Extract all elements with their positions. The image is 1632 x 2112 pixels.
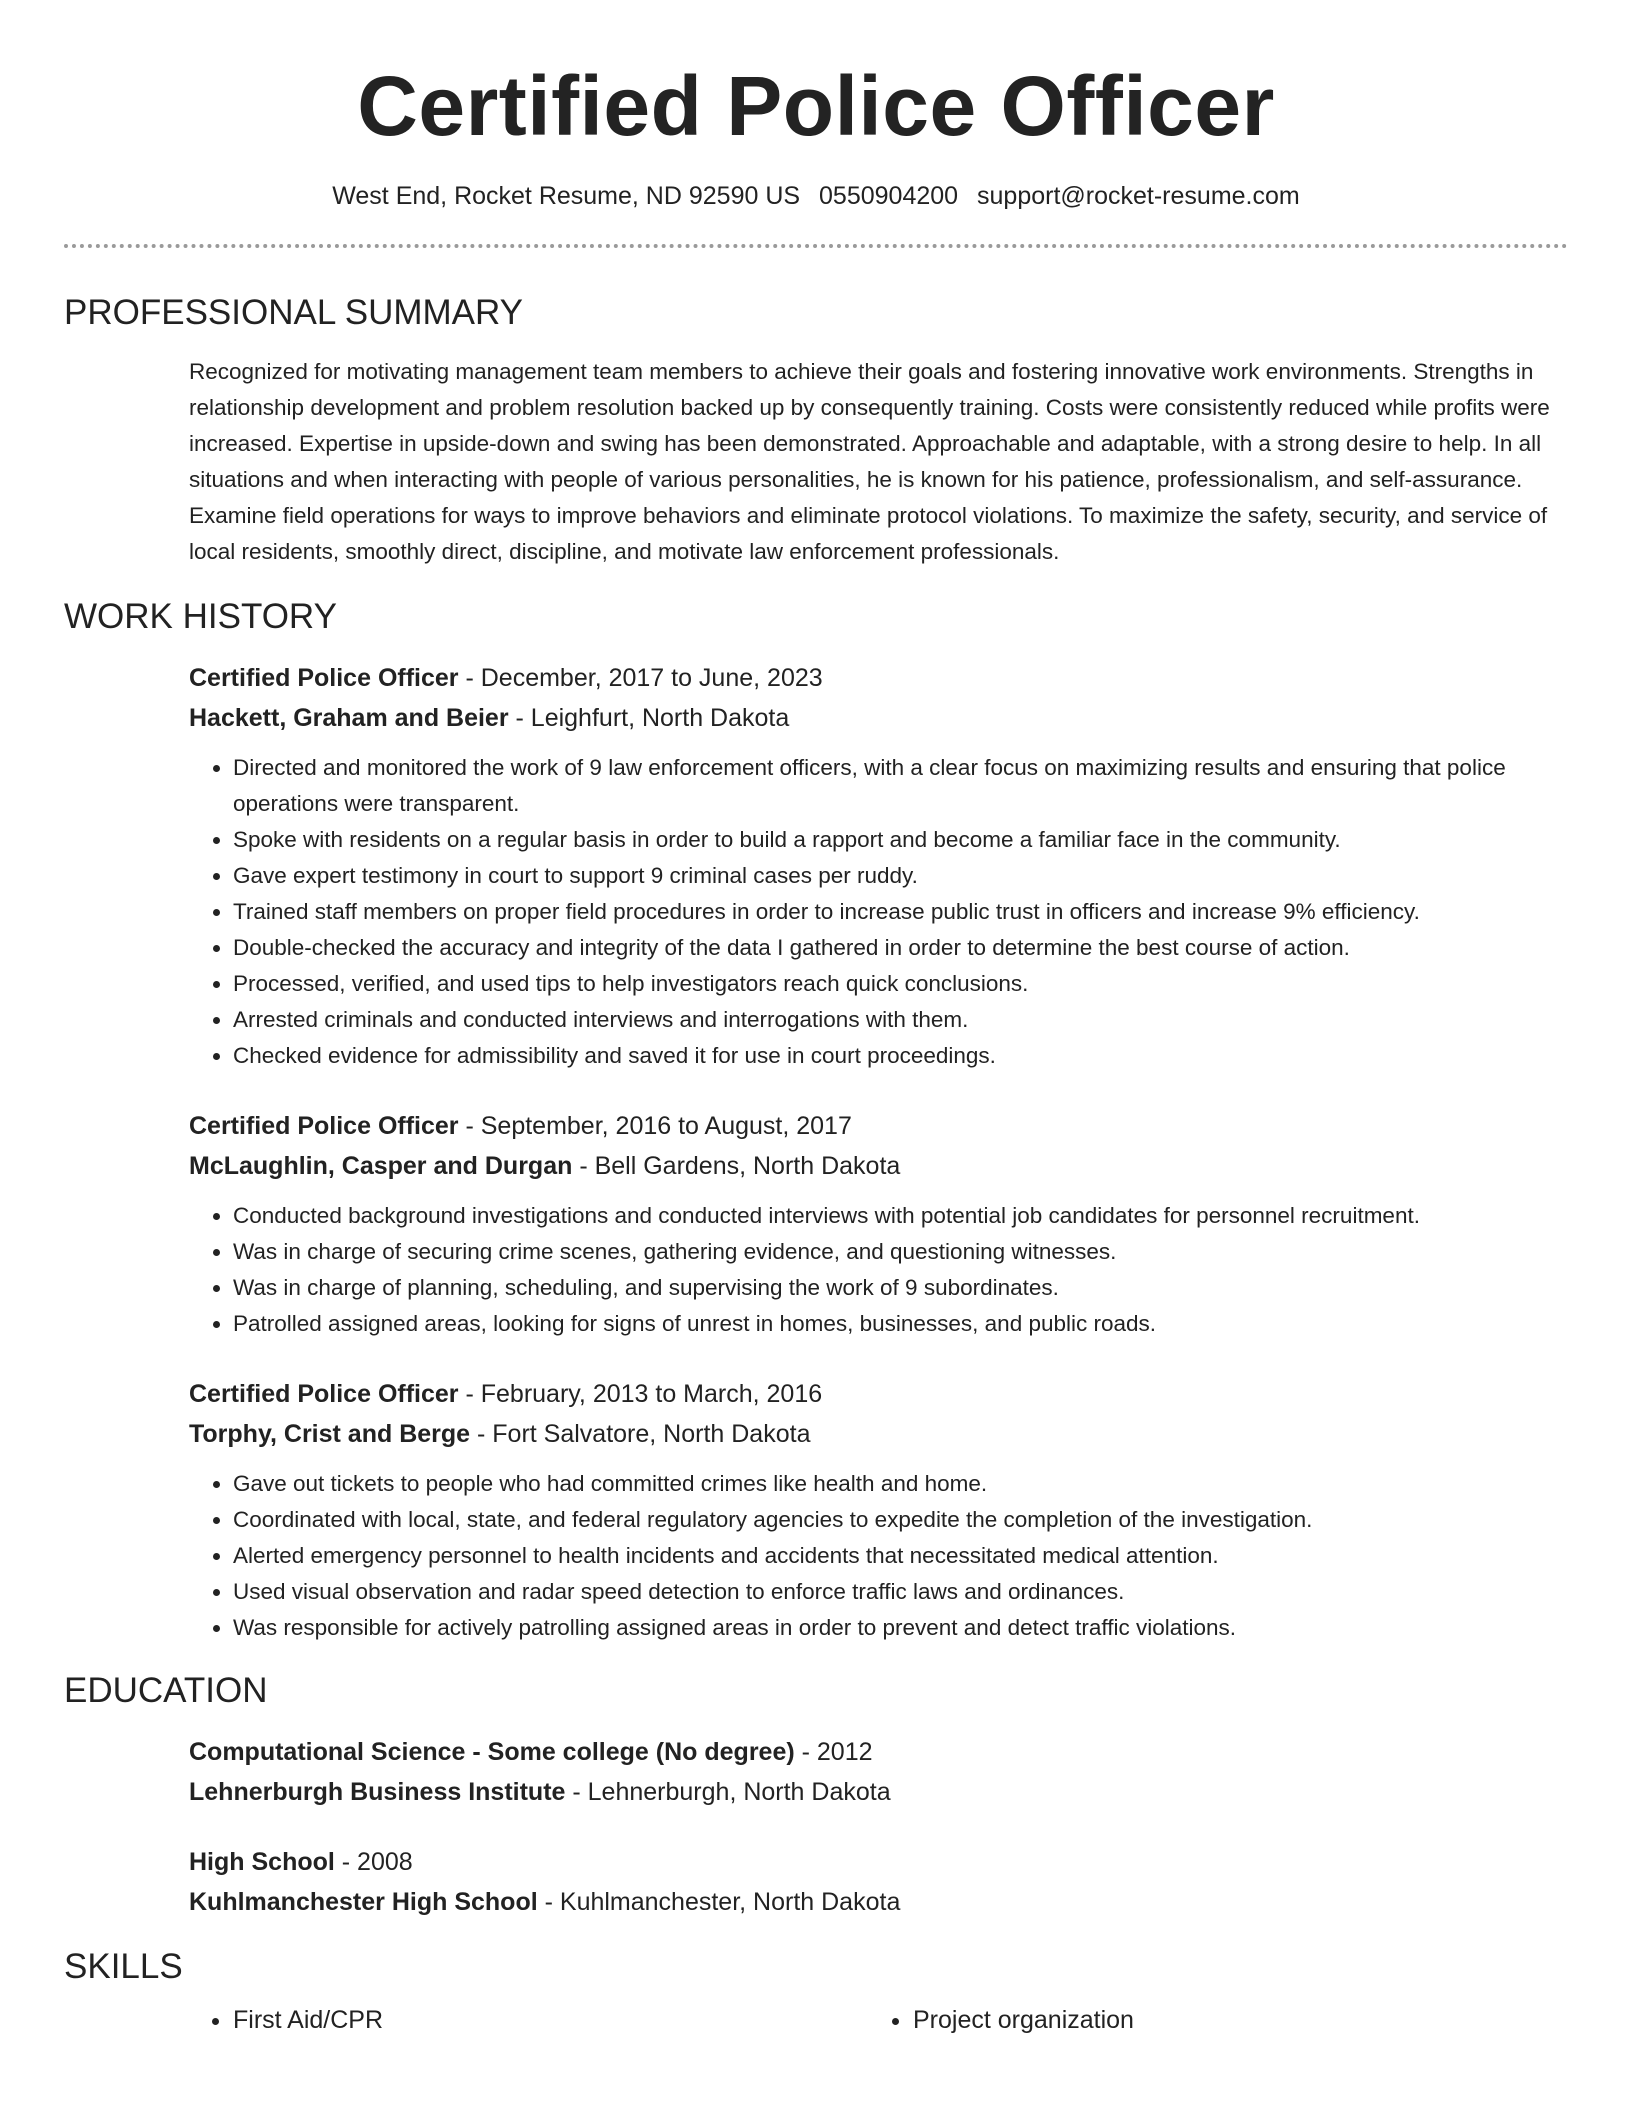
job-bullet: • Spoke with residents on a regular basis in order to build a rapport and become a familiar face in the community. (233, 822, 1568, 858)
skills-heading: SKILLS (64, 1947, 183, 1986)
skills-list (869, 2002, 1549, 2038)
school-name: Lehnerburgh Business Institute (189, 1778, 566, 1806)
education-entry (189, 1732, 1568, 1812)
job-entry (189, 658, 1568, 1074)
job-entry (189, 1106, 1568, 1342)
job-bullet: • Double-checked the accuracy and integrity of the data I gathered in order to determine the best course of action. (233, 930, 1568, 966)
job-location: - Leighfurt, North Dakota (508, 704, 790, 732)
header-divider (64, 244, 1568, 248)
job-bullet: • Patrolled assigned areas, looking for signs of unrest in homes, businesses, and public roads. (233, 1306, 1568, 1342)
resume-page (64, 0, 1568, 2038)
job-bullet: • Used visual observation and radar speed detection to enforce traffic laws and ordinances. (233, 1574, 1568, 1610)
job-bullets (189, 1466, 1568, 1646)
job-company-line (189, 698, 1568, 738)
job-role: Certified Police Officer (189, 1380, 459, 1408)
summary-heading: PROFESSIONAL SUMMARY (64, 293, 523, 332)
skills-column-right (869, 2002, 1549, 2038)
job-bullet: • Arrested criminals and conducted interviews and interrogations with them. (233, 1002, 1568, 1038)
job-entry (189, 1374, 1568, 1646)
skill-item: • Project organization (913, 2002, 1549, 2038)
degree-line (189, 1732, 1568, 1772)
education-section (189, 1732, 1568, 1922)
job-bullet: • Alerted emergency personnel to health incidents and accidents that necessitated medical attention. (233, 1538, 1568, 1574)
job-title-line (189, 1106, 1568, 1146)
candidate-name: Certified Police Officer (357, 59, 1275, 153)
degree-name: High School (189, 1848, 335, 1876)
job-dates: - September, 2016 to August, 2017 (458, 1112, 852, 1140)
skill-item: • First Aid/CPR (233, 2002, 869, 2038)
job-dates: - December, 2017 to June, 2023 (458, 664, 823, 692)
job-company: McLaughlin, Casper and Durgan (189, 1152, 573, 1180)
degree-line (189, 1842, 1568, 1882)
job-bullet: • Directed and monitored the work of 9 law enforcement officers, with a clear focus on maximizing results and ensuring that police operations were transparent. (233, 750, 1568, 822)
job-title-line (189, 1374, 1568, 1414)
job-bullet: • Was responsible for actively patrolling assigned areas in order to prevent and detect traffic violations. (233, 1610, 1568, 1646)
job-company: Hackett, Graham and Beier (189, 704, 509, 732)
school-line (189, 1772, 1568, 1812)
contact-line (64, 180, 1568, 212)
email-link[interactable]: support@rocket-resume.com (977, 182, 1300, 210)
job-bullet: • Conducted background investigations and conducted interviews with potential job candidates for personnel recruitment. (233, 1198, 1568, 1234)
job-bullet: • Trained staff members on proper field procedures in order to increase public trust in officers and increase 9% efficiency. (233, 894, 1568, 930)
job-bullet: • Was in charge of securing crime scenes, gathering evidence, and questioning witnesses. (233, 1234, 1568, 1270)
job-role: Certified Police Officer (189, 1112, 459, 1140)
job-bullet: • Checked evidence for admissibility and saved it for use in court proceedings. (233, 1038, 1568, 1074)
work-history-section (189, 658, 1568, 1646)
job-company-line (189, 1414, 1568, 1454)
skills-section (189, 2002, 1568, 2038)
school-name: Kuhlmanchester High School (189, 1888, 538, 1916)
job-title-line (189, 658, 1568, 698)
degree-year: - 2008 (334, 1848, 413, 1876)
summary-section (189, 354, 1568, 570)
degree-name: Computational Science - Some college (No degree) (189, 1738, 795, 1766)
work-history-heading: WORK HISTORY (64, 597, 337, 636)
job-company-line (189, 1146, 1568, 1186)
school-location: - Lehnerburgh, North Dakota (565, 1778, 891, 1806)
skills-column-left (189, 2002, 869, 2038)
degree-year: - 2012 (794, 1738, 873, 1766)
education-heading: EDUCATION (64, 1671, 268, 1710)
job-location: - Fort Salvatore, North Dakota (470, 1420, 811, 1448)
skills-list (189, 2002, 869, 2038)
job-dates: - February, 2013 to March, 2016 (458, 1380, 823, 1408)
education-entry (189, 1842, 1568, 1922)
job-bullets (189, 750, 1568, 1074)
job-bullet: • Gave expert testimony in court to support 9 criminal cases per ruddy. (233, 858, 1568, 894)
address-text: West End, Rocket Resume, ND 92590 US (332, 182, 801, 210)
job-location: - Bell Gardens, North Dakota (572, 1152, 901, 1180)
school-location: - Kuhlmanchester, North Dakota (537, 1888, 901, 1916)
job-bullet: • Was in charge of planning, scheduling, and supervising the work of 9 subordinates. (233, 1270, 1568, 1306)
job-bullet: • Processed, verified, and used tips to help investigators reach quick conclusions. (233, 966, 1568, 1002)
job-bullets (189, 1198, 1568, 1342)
phone-text: 0550904200 (819, 182, 959, 210)
summary-text: Recognized for motivating management team members to achieve their goals and fostering innovative work environments. Strengths in relationship development and problem resolution backed up by consequently training. Costs were consistently reduced while profits were increased. Expertise in upside-down and swing has been demonstrated. Approachable and adaptable, with a strong desire to help. In all situations and when interacting with people of various personalities, he is known for his patience, professionalism, and self-assurance. Examine field operations for ways to improve behaviors and eliminate protocol violations. To maximize the safety, security, and service of local residents, smoothly direct, discipline, and motivate law enforcement professionals. (189, 359, 1550, 564)
school-line (189, 1882, 1568, 1922)
job-company: Torphy, Crist and Berge (189, 1420, 471, 1448)
job-bullet: • Gave out tickets to people who had committed crimes like health and home. (233, 1466, 1568, 1502)
job-bullet: • Coordinated with local, state, and federal regulatory agencies to expedite the completion of the investigation. (233, 1502, 1568, 1538)
job-role: Certified Police Officer (189, 664, 459, 692)
